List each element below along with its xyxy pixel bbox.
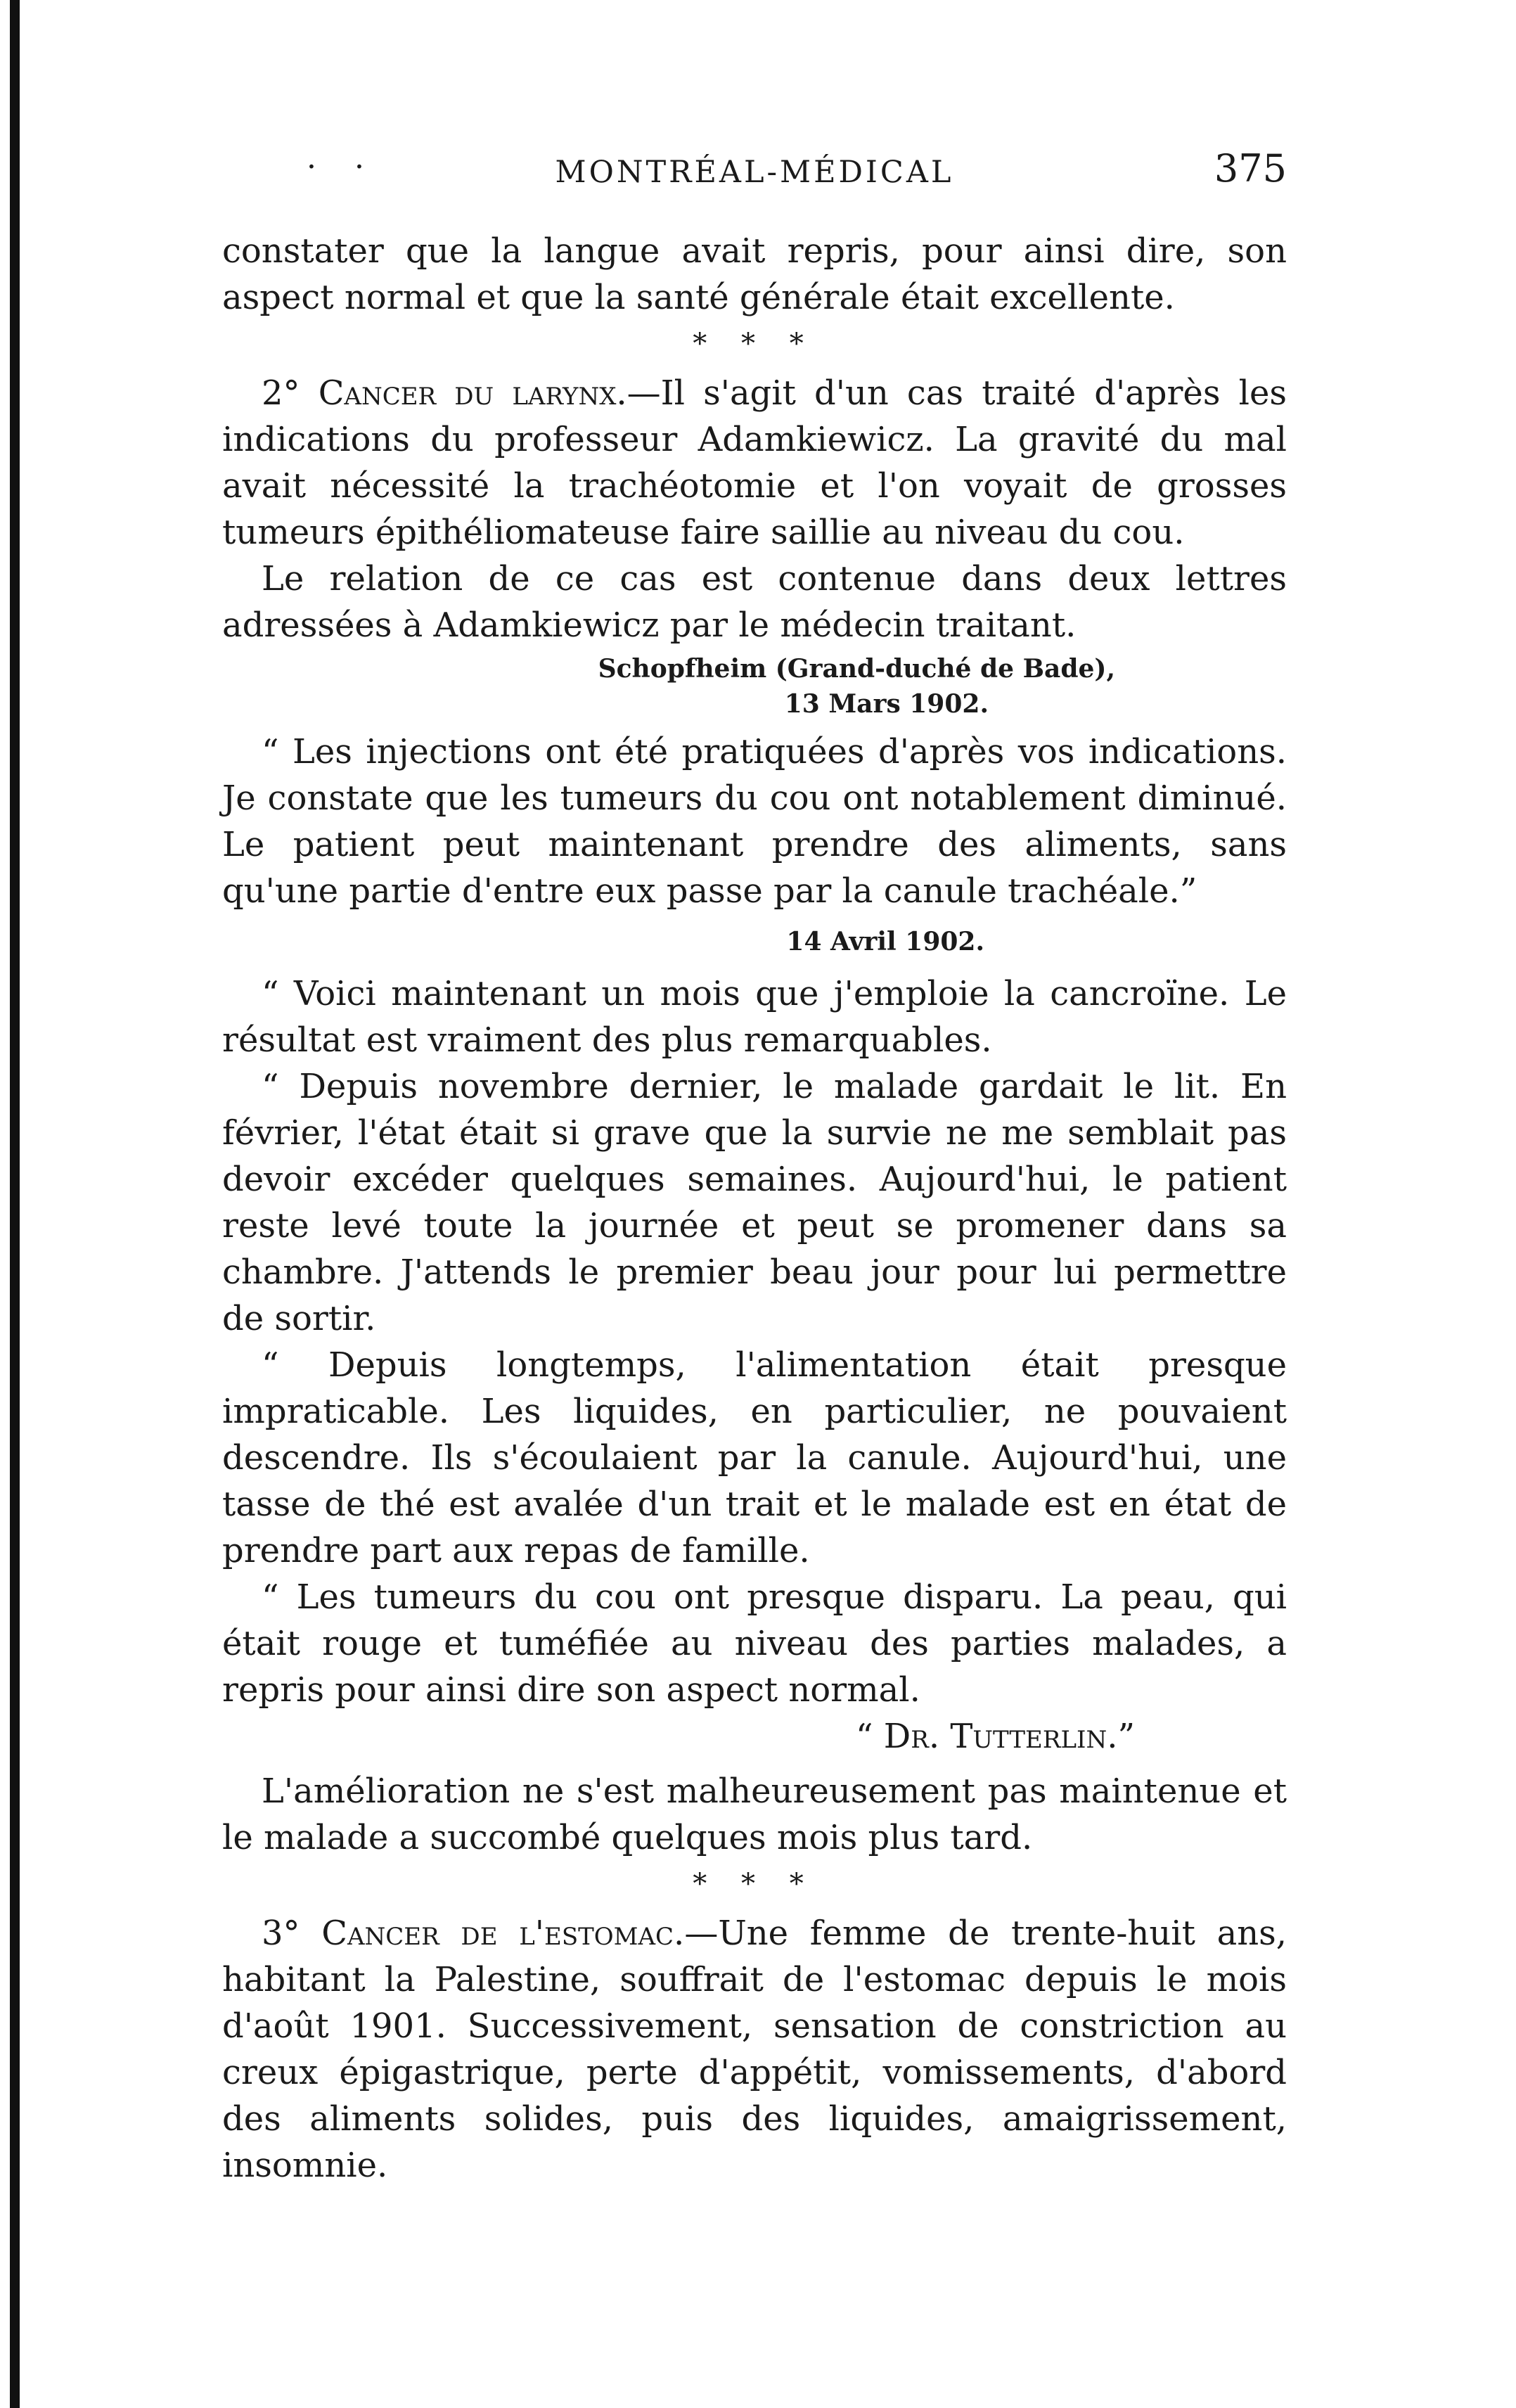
letter-2-paragraph-1: “ Voici maintenant un mois que j'emploie la cancroïne. Le résultat est vraiment des plus remarquables. <box>222 974 1287 1060</box>
letter-1-text: “ Les injections ont été pratiquées d'après vos indications. Je constate que les tumeurs du cou ont notablement diminué. Le patient peut maintenant prendre des aliments, sans qu'une partie d'entre eux passe par la canule trachéale.” <box>222 732 1287 911</box>
running-head <box>222 134 1287 204</box>
letter-2-paragraph-4: “ Les tumeurs du cou ont presque disparu. La peau, qui était rouge et tuméfiée au niveau des parties malades, a repris pour ainsi dire son aspect normal. <box>222 1577 1287 1710</box>
binding-edge <box>10 0 20 2408</box>
book-page <box>222 134 1287 2189</box>
section-separator: * * * <box>693 328 816 360</box>
letter-1-place: Schopfheim (Grand-duché de Bade), <box>598 654 1115 684</box>
case-2-relation: Le relation de ce cas est contenue dans deux lettres adressées à Adamkiewicz par le médecin traitant. <box>222 559 1287 645</box>
case-2-number: 2° <box>262 373 300 413</box>
page-body <box>222 228 1287 2189</box>
letter-signature: “ Dr. Tutterlin.” <box>855 1717 1135 1756</box>
case-3-text: —Une femme de trente-huit ans, habitant la Palestine, souffrait de l'estomac depuis le mois d'août 1901. Successivement, sensation de constriction au creux épigastrique, perte d'appétit, vomissements, d'abord des aliments solides, puis des liquides, amaigrissement, insomnie. <box>222 1914 1287 2185</box>
journal-title: MONTRÉAL-MÉDICAL <box>555 155 954 190</box>
letter-2-paragraph-2: “ Depuis novembre dernier, le malade gardait le lit. En février, l'état était si grave que la survie ne me semblait pas devoir excéder quelques semaines. Aujourd'hui, le patient reste levé toute la journée et peut se promener dans sa chambre. J'attends le premier beau jour pour lui permettre de sortir. <box>222 1067 1287 1338</box>
case-2-paragraph <box>222 370 1287 556</box>
letter-1-dateline <box>222 651 1287 722</box>
case-2-text: —Il s'agit d'un cas traité d'après les indications du professeur Adamkiewicz. La gravité du mal avait nécessité la trachéotomie et l'on voyait de grosses tumeurs épithéliomateuse faire saillie au niveau du cou. <box>222 373 1287 552</box>
case-2-outcome: L'amélioration ne s'est malheureusement pas maintenue et le malade a succombé quelques mois plus tard. <box>222 1772 1287 1857</box>
letter-1-date: 13 Mars 1902. <box>784 689 989 719</box>
case-2-title: Cancer du larynx. <box>318 373 627 413</box>
case-3-title: Cancer de l'estomac. <box>321 1914 685 1953</box>
letter-2-paragraph-3: “ Depuis longtemps, l'alimentation était presque impraticable. Les liquides, en particulier, ne pouvaient descendre. Ils s'écoulaient par la canule. Aujourd'hui, une tasse de thé est avalée d'un trait et le malade est en état de prendre part aux repas de famille. <box>222 1345 1287 1570</box>
section-separator-2: * * * <box>693 1868 816 1900</box>
case-3-number: 3° <box>262 1914 300 1953</box>
case-3-paragraph <box>222 1910 1287 2189</box>
header-dots: · · <box>307 149 378 185</box>
paragraph-continued: constater que la langue avait repris, pour ainsi dire, son aspect normal et que la santé générale était excellente. <box>222 231 1287 317</box>
letter-2-date: 14 Avril 1902. <box>786 927 984 956</box>
page-number: 375 <box>1214 146 1287 191</box>
